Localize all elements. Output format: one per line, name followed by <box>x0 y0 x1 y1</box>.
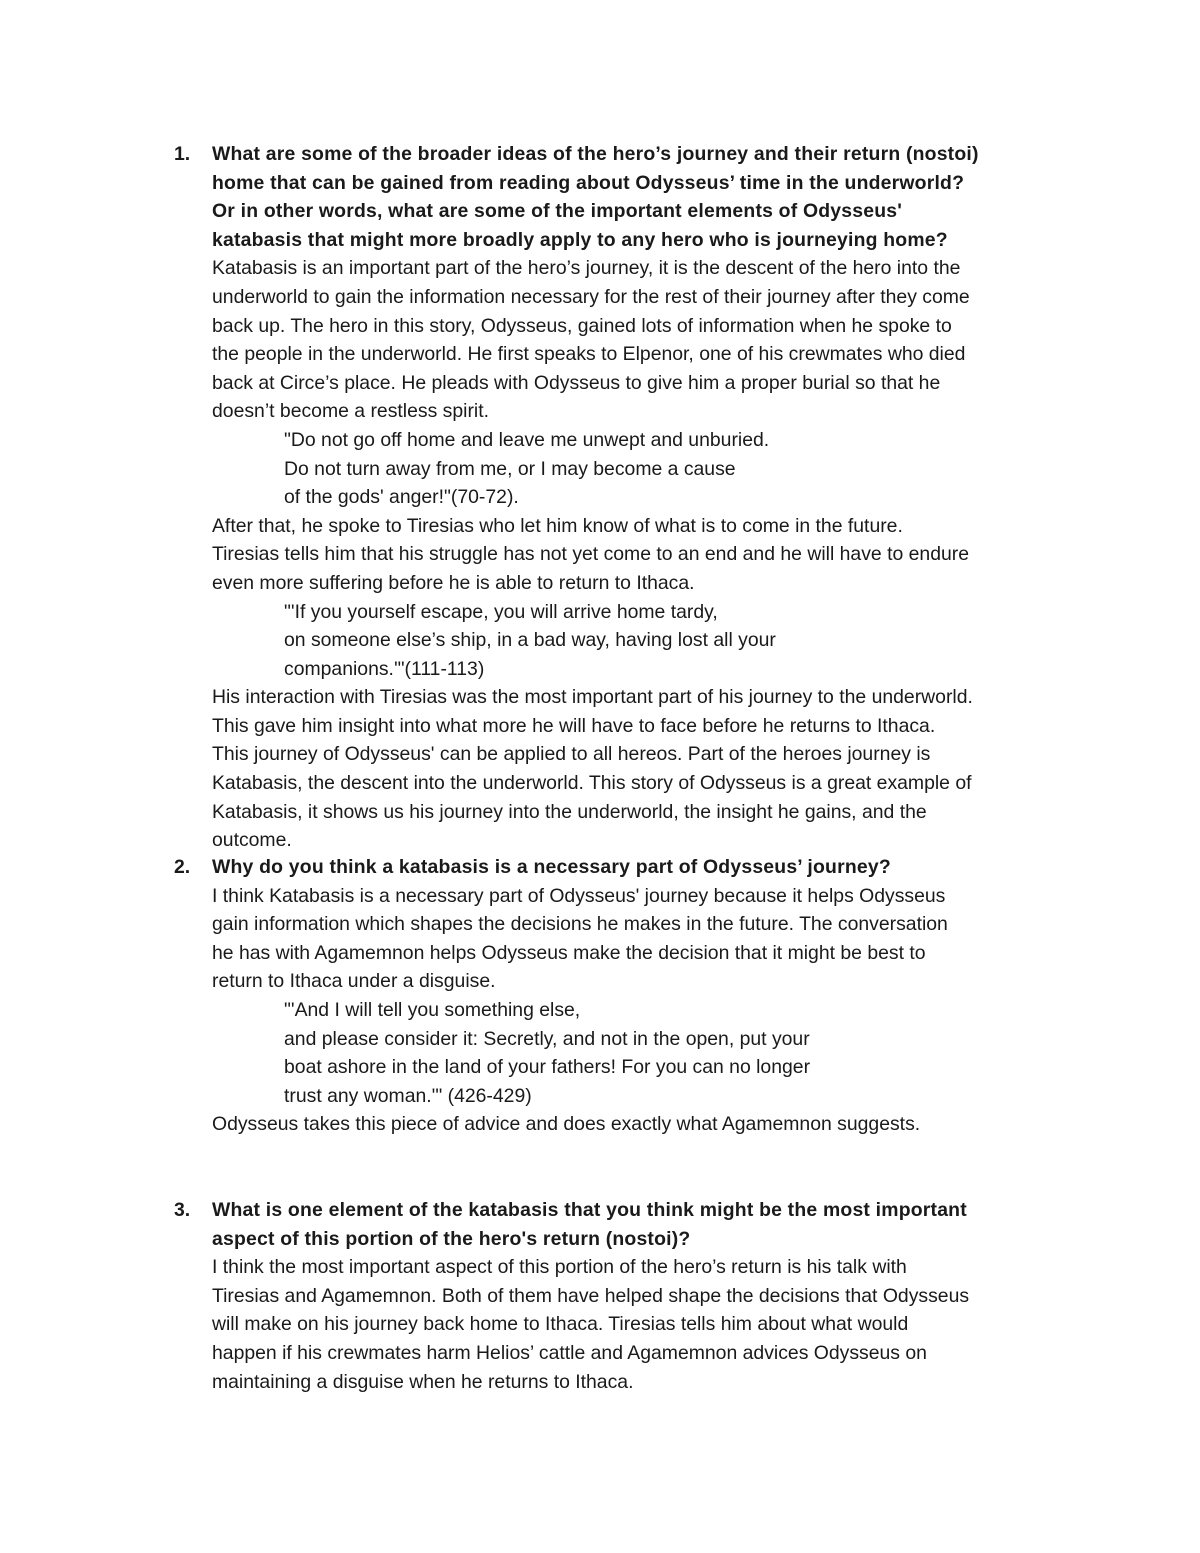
answer-text: underworld to gain the information necessary for the rest of their journey after they come <box>212 285 970 308</box>
answer-text: return to Ithaca under a disguise. <box>212 970 496 993</box>
question-text: aspect of this portion of the hero's return (nostoi)? <box>212 1227 691 1250</box>
answer-text: This gave him insight into what more he will have to face before he returns to Ithaca. <box>212 714 936 737</box>
question-text: Or in other words, what are some of the important elements of Odysseus' <box>212 200 903 223</box>
answer-text: gain information which shapes the decisions he makes in the future. The conversation <box>212 913 948 936</box>
quote-line: and please consider it: Secretly, and not in the open, put your <box>284 1027 810 1050</box>
question-number: 2. <box>174 856 191 878</box>
quote-line: Do not turn away from me, or I may become a cause <box>284 457 736 480</box>
question-text: katabasis that might more broadly apply to any hero who is journeying home? <box>212 228 948 251</box>
quote-line: "'If you yourself escape, you will arrive home tardy, <box>284 600 718 623</box>
answer-text: back at Circe’s place. He pleads with Odysseus to give him a proper burial so that he <box>212 371 941 394</box>
answer-text: Odysseus takes this piece of advice and does exactly what Agamemnon suggests. <box>212 1113 921 1136</box>
question-number: 3. <box>174 1199 191 1221</box>
quote-line: "'And I will tell you something else, <box>284 998 581 1021</box>
answer-text: doesn’t become a restless spirit. <box>212 400 489 423</box>
answer-text: This journey of Odysseus' can be applied to all hereos. Part of the heroes journey is <box>212 743 931 766</box>
quote-line: companions.'"(111-113) <box>284 657 485 680</box>
answer-text: Katabasis, it shows us his journey into the underworld, the insight he gains, and the <box>212 800 927 823</box>
answer-text: After that, he spoke to Tiresias who let him know of what is to come in the future. <box>212 514 903 537</box>
answer-text: I think Katabasis is a necessary part of Odysseus' journey because it helps Odysseus <box>212 884 946 907</box>
answer-text: Tiresias tells him that his struggle has not yet come to an end and he will have to endure <box>212 543 970 566</box>
answer-text: will make on his journey back home to Ithaca. Tiresias tells him about what would <box>212 1313 909 1336</box>
question-text: What is one element of the katabasis that you think might be the most important <box>212 1199 967 1221</box>
answer-text: maintaining a disguise when he returns to Ithaca. <box>212 1370 634 1393</box>
question-block-3 <box>174 1196 1092 1396</box>
question-text: What are some of the broader ideas of the hero’s journey and their return (nostoi) <box>212 143 979 165</box>
question-block-2 <box>174 853 1092 1139</box>
question-text: home that can be gained from reading about Odysseus’ time in the underworld? <box>212 171 965 194</box>
answer-text: His interaction with Tiresias was the most important part of his journey to the underworld. <box>212 686 973 709</box>
quote-line: on someone else’s ship, in a bad way, having lost all your <box>284 629 776 652</box>
quote-line: trust any woman.'" (426-429) <box>284 1084 532 1107</box>
answer-text: he has with Agamemnon helps Odysseus make the decision that it might be best to <box>212 941 926 964</box>
answer-text: I think the most important aspect of this portion of the hero’s return is his talk with <box>212 1256 907 1279</box>
answer-text: outcome. <box>212 829 292 852</box>
answer-text: back up. The hero in this story, Odysseus, gained lots of information when he spoke to <box>212 314 952 337</box>
answer-text: Katabasis is an important part of the hero’s journey, it is the descent of the hero into the <box>212 257 961 280</box>
answer-text: even more suffering before he is able to return to Ithaca. <box>212 571 695 594</box>
quote-line: of the gods' anger!"(70-72). <box>284 486 519 509</box>
quote-line: boat ashore in the land of your fathers! For you can no longer <box>284 1056 811 1079</box>
quote-line: "Do not go off home and leave me unwept and unburied. <box>284 428 770 451</box>
answer-text: the people in the underworld. He first speaks to Elpenor, one of his crewmates who died <box>212 343 966 366</box>
answer-text: happen if his crewmates harm Helios’ cattle and Agamemnon advices Odysseus on <box>212 1341 927 1364</box>
question-text: Why do you think a katabasis is a necessary part of Odysseus’ journey? <box>212 856 891 878</box>
answer-text: Tiresias and Agamemnon. Both of them have helped shape the decisions that Odysseus <box>212 1284 970 1307</box>
question-block-1 <box>174 140 1092 855</box>
answer-text: Katabasis, the descent into the underworld. This story of Odysseus is a great example of <box>212 772 972 795</box>
question-number: 1. <box>174 143 191 165</box>
